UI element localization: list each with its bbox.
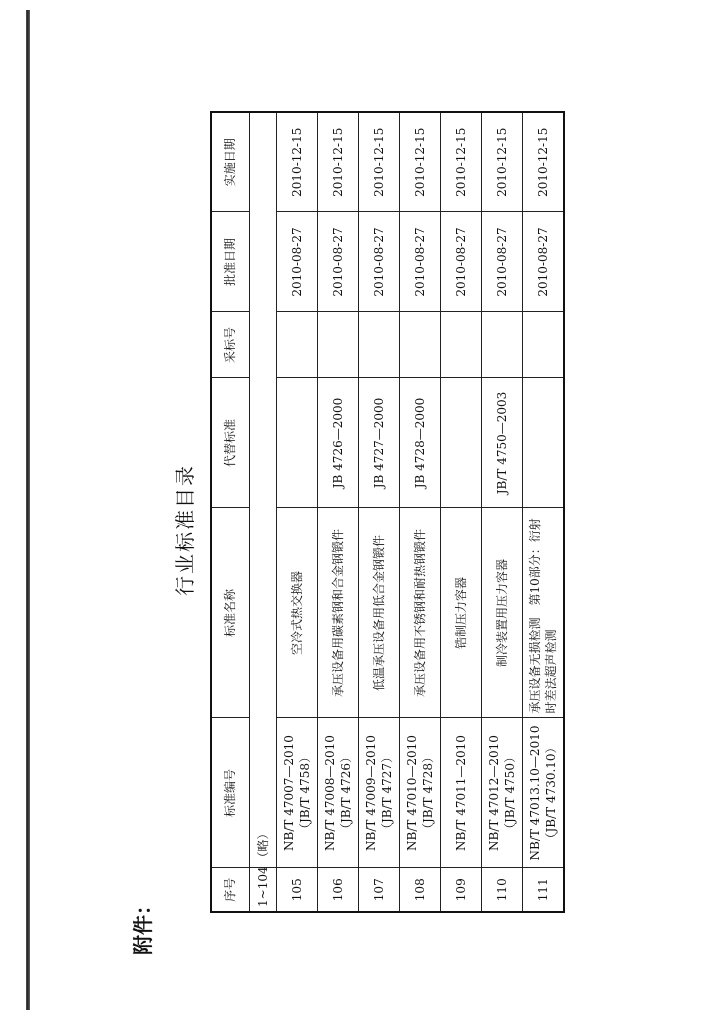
cell-seq: 110 (482, 868, 523, 912)
cell-effective: 2010-12-15 (318, 112, 359, 212)
cell-approved: 2010-08-27 (441, 212, 482, 312)
cell-seq: 106 (318, 868, 359, 912)
cell-seq: 107 (359, 868, 400, 912)
header-adopted: 采标号 (211, 312, 250, 378)
cell-number (277, 718, 318, 868)
cell-effective: 2010-12-15 (400, 112, 441, 212)
cell-approved: 2010-08-27 (277, 212, 318, 312)
cell-adopted (523, 312, 565, 378)
cell-replaces: JB 4728—2000 (400, 378, 441, 508)
cell-name: 承压设备无损检测 第10部分：衍射时差法超声检测 (523, 508, 565, 718)
cell-name: 锆制压力容器 (441, 508, 482, 718)
table-row (441, 112, 482, 912)
cell-number (482, 718, 523, 868)
cell-effective: 2010-12-15 (359, 112, 400, 212)
cell-adopted (318, 312, 359, 378)
standard-number-sub: （JB/T 4727） (380, 750, 394, 836)
standard-number: NB/T 47009—2010 (363, 735, 378, 851)
cell-replaces (523, 378, 565, 508)
standard-number-sub: （JB/T 4730.10） (544, 741, 558, 845)
cell-approved: 2010-08-27 (523, 212, 565, 312)
cell-adopted (277, 312, 318, 378)
rotated-page (125, 105, 605, 955)
table-row (482, 112, 523, 912)
cell-adopted (359, 312, 400, 378)
cell-approved: 2010-08-27 (482, 212, 523, 312)
cell-approved: 2010-08-27 (359, 212, 400, 312)
standard-number-sub: （JB/T 4726） (339, 750, 353, 836)
cell-adopted (441, 312, 482, 378)
cell-omitted-note: （略） (250, 112, 277, 868)
cell-effective: 2010-12-15 (523, 112, 565, 212)
cell-seq: 109 (441, 868, 482, 912)
cell-number (359, 718, 400, 868)
cell-seq: 111 (523, 868, 565, 912)
cell-replaces: JB 4726—2000 (318, 378, 359, 508)
cell-approved: 2010-08-27 (400, 212, 441, 312)
cell-name: 制冷装置用压力容器 (482, 508, 523, 718)
header-replaces: 代替标准 (211, 378, 250, 508)
attachment-label: 附件： (131, 895, 155, 955)
table-row (277, 112, 318, 912)
standard-number: NB/T 47011—2010 (453, 735, 468, 851)
header-effective: 实施日期 (211, 112, 250, 212)
page-title: 行业标准目录 (173, 464, 197, 596)
cell-adopted (400, 312, 441, 378)
standard-number: NB/T 47013.10—2010 (527, 725, 542, 861)
table-header-row (211, 112, 250, 912)
cell-name: 承压设备用不锈钢和耐热钢锻件 (400, 508, 441, 718)
table-row (318, 112, 359, 912)
standard-number-sub: （JB/T 4750） (503, 750, 517, 836)
cell-seq: 1~104 (250, 868, 277, 912)
cell-seq: 108 (400, 868, 441, 912)
cell-seq: 105 (277, 868, 318, 912)
cell-number (318, 718, 359, 868)
cell-name: 空冷式热交换器 (277, 508, 318, 718)
cell-effective: 2010-12-15 (277, 112, 318, 212)
cell-number (400, 718, 441, 868)
standard-number: NB/T 47008—2010 (322, 735, 337, 851)
table-row-omitted (250, 112, 277, 912)
cell-number (441, 718, 482, 868)
cell-name: 低温承压设备用低合金钢锻件 (359, 508, 400, 718)
cell-replaces (441, 378, 482, 508)
header-number: 标准编号 (211, 718, 250, 868)
scan-edge-shadow (26, 10, 30, 1010)
cell-approved: 2010-08-27 (318, 212, 359, 312)
standard-number: NB/T 47010—2010 (404, 735, 419, 851)
standard-number-sub: （JB/T 4758） (298, 750, 312, 836)
header-name: 标准名称 (211, 508, 250, 718)
table-row (400, 112, 441, 912)
cell-replaces: JB/T 4750—2003 (482, 378, 523, 508)
cell-effective: 2010-12-15 (482, 112, 523, 212)
cell-effective: 2010-12-15 (441, 112, 482, 212)
cell-name: 承压设备用碳素钢和合金钢锻件 (318, 508, 359, 718)
header-seq: 序号 (211, 868, 250, 912)
standards-table (210, 111, 565, 913)
table-row (359, 112, 400, 912)
standard-number-sub: （JB/T 4728） (421, 750, 435, 836)
header-approved: 批准日期 (211, 212, 250, 312)
table-row (523, 112, 565, 912)
cell-adopted (482, 312, 523, 378)
standard-number: NB/T 47007—2010 (281, 735, 296, 851)
standard-number: NB/T 47012—2010 (486, 735, 501, 851)
cell-replaces (277, 378, 318, 508)
cell-number (523, 718, 565, 868)
cell-replaces: JB 4727—2000 (359, 378, 400, 508)
